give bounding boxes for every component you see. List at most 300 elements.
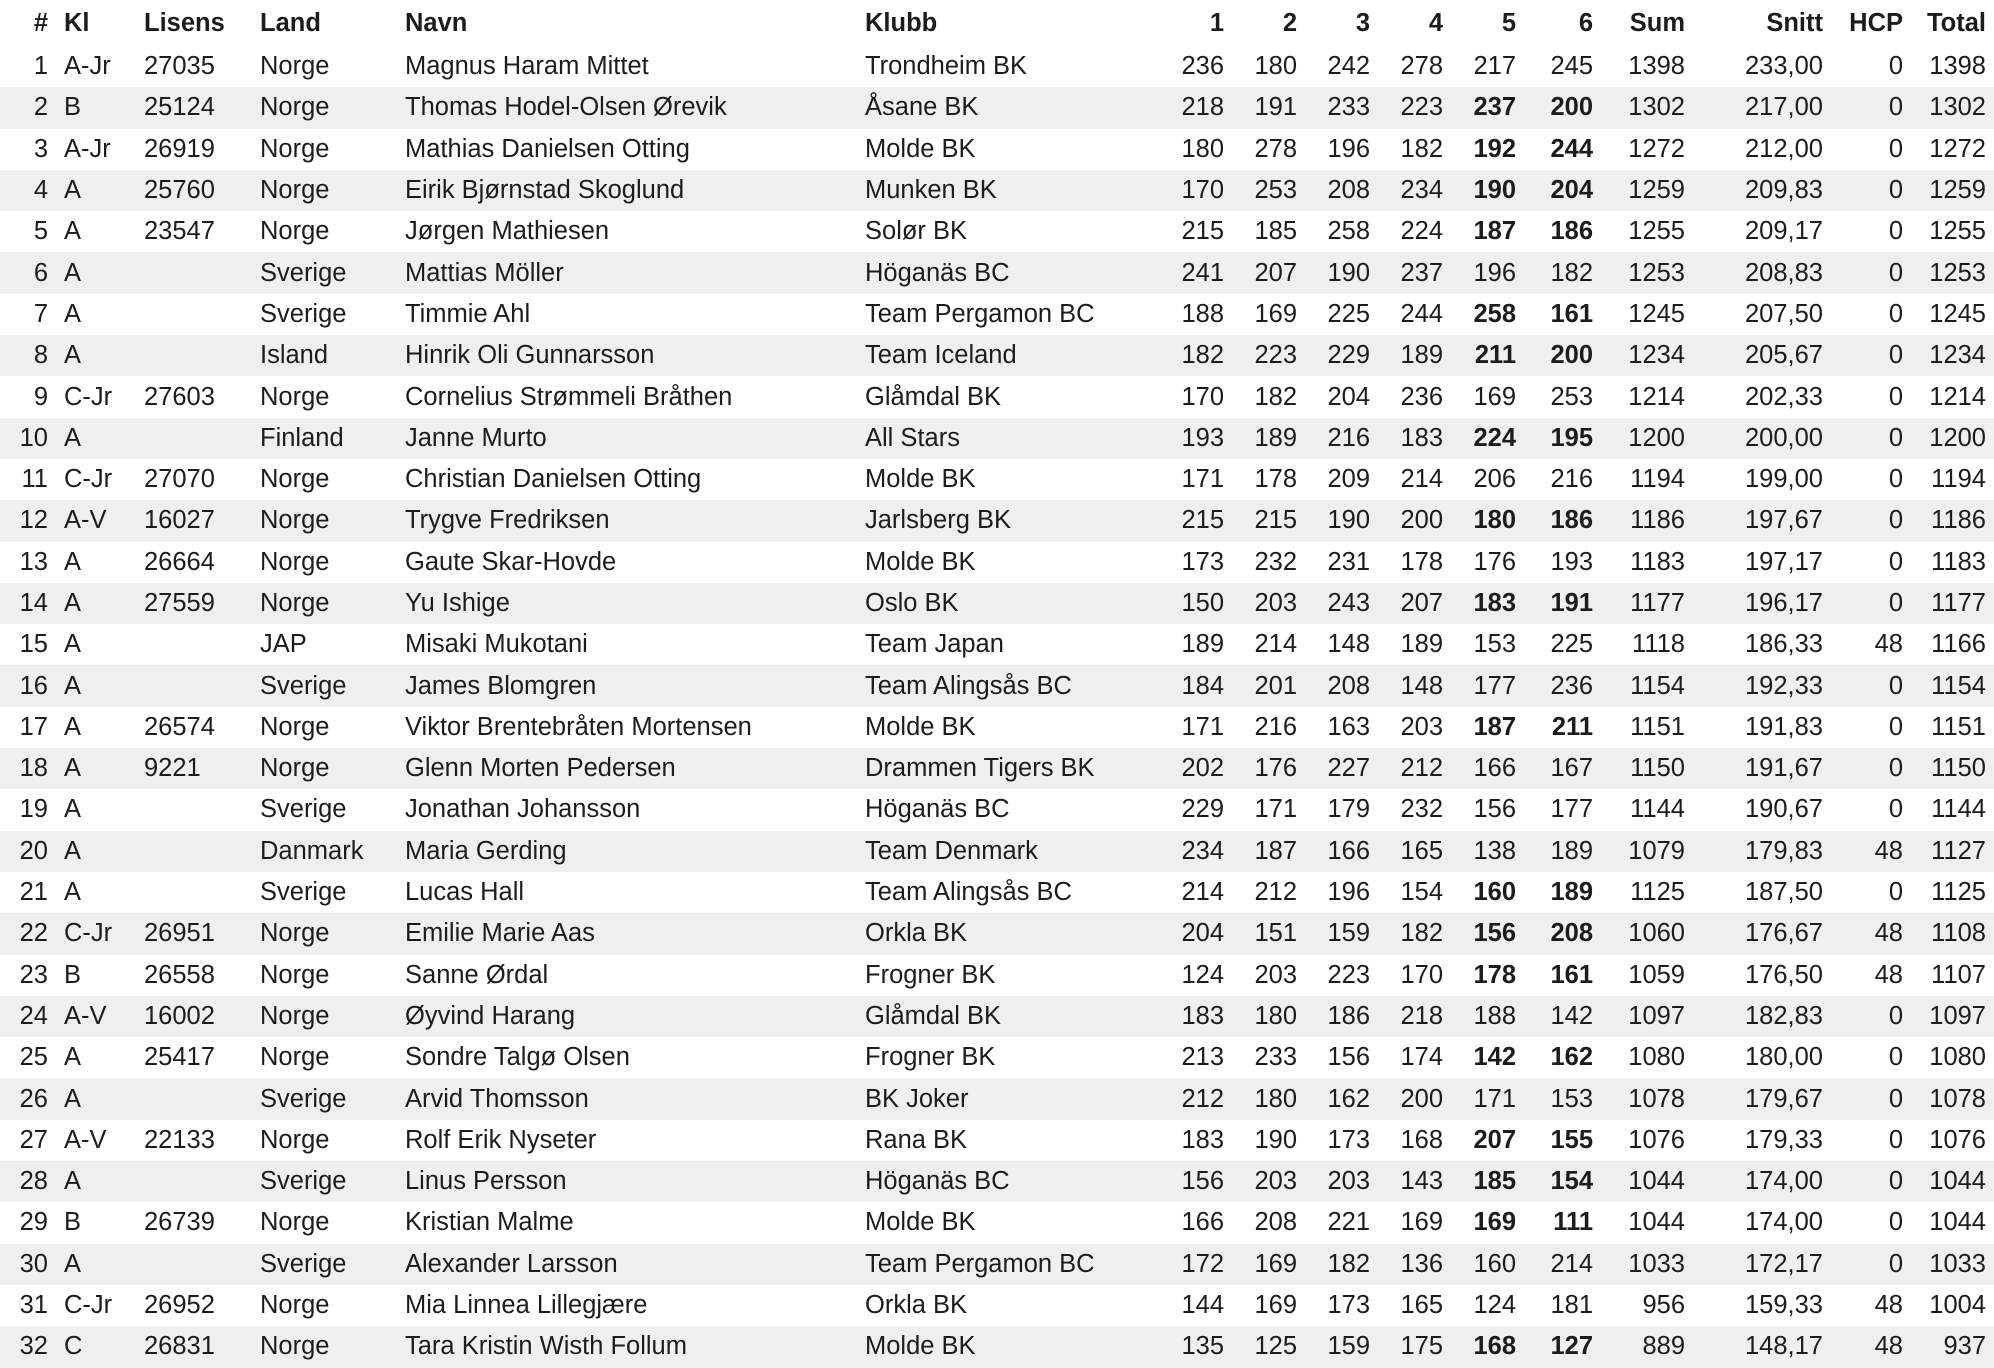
cell-game-2: 169 [1232, 1244, 1305, 1285]
cell-country: JAP [260, 630, 307, 659]
table-row[interactable] [0, 707, 1994, 748]
cell-average: 179,83 [1693, 831, 1831, 872]
cell-rank: 9 [33, 382, 48, 411]
cell-name: Cornelius Strømmeli Bråthen [405, 382, 733, 411]
cell-license: 26831 [136, 1326, 252, 1367]
cell-country: Sverige [260, 299, 347, 328]
cell-game-1: 183 [1152, 996, 1232, 1037]
cell-sum: 1255 [1628, 217, 1685, 246]
cell-club: Team Alingsås BC [857, 665, 1152, 706]
cell-license [136, 335, 252, 376]
cell-average: 179,67 [1693, 1078, 1831, 1119]
cell-game-4: 182 [1378, 913, 1451, 954]
table-row[interactable] [0, 996, 1994, 1037]
cell-license: 26558 [144, 960, 215, 989]
cell-game-1: 229 [1181, 795, 1224, 824]
cell-handicap: 48 [1874, 1291, 1903, 1320]
cell-game-2: 169 [1254, 299, 1297, 328]
cell-game-6: 208 [1524, 913, 1601, 954]
cell-game-1: 180 [1181, 134, 1224, 163]
cell-club: Frogner BK [865, 1043, 996, 1072]
cell-license: 26664 [144, 547, 215, 576]
cell-sum: 1033 [1601, 1244, 1693, 1285]
header-game-3[interactable]: 3 [1355, 8, 1370, 37]
header-rank[interactable]: # [33, 8, 48, 37]
cell-rank: 4 [0, 170, 56, 211]
cell-game-6: 244 [1550, 134, 1593, 163]
cell-game-2: 203 [1232, 583, 1305, 624]
table-row[interactable] [0, 500, 1994, 541]
cell-game-4: 165 [1400, 1291, 1443, 1320]
cell-game-5: 160 [1473, 878, 1516, 907]
cell-game-5: 206 [1473, 465, 1516, 494]
cell-game-6: 111 [1553, 1208, 1593, 1237]
cell-club: Team Japan [865, 630, 1004, 659]
header-country[interactable]: Land [260, 8, 321, 37]
table-row[interactable] [0, 789, 1994, 830]
cell-game-2: 180 [1232, 1078, 1305, 1119]
cell-game-4: 244 [1400, 299, 1443, 328]
cell-game-4: 136 [1378, 1244, 1451, 1285]
cell-game-3: 159 [1305, 913, 1378, 954]
cell-sum: 1118 [1632, 630, 1685, 659]
cell-average: 180,00 [1745, 1043, 1823, 1072]
cell-country: Sverige [252, 1078, 397, 1119]
table-row[interactable] [0, 665, 1994, 706]
table-row[interactable] [0, 1120, 1994, 1161]
cell-game-4: 203 [1400, 712, 1443, 741]
cell-game-3: 196 [1327, 878, 1370, 907]
cell-average: 197,17 [1745, 547, 1823, 576]
cell-game-1: 241 [1152, 252, 1232, 293]
cell-game-6: 189 [1550, 878, 1593, 907]
cell-game-2: 212 [1254, 878, 1297, 907]
cell-game-3: 182 [1305, 1244, 1378, 1285]
cell-average: 172,17 [1693, 1244, 1831, 1285]
cell-class: A [56, 748, 136, 789]
cell-sum: 1302 [1601, 87, 1693, 128]
header-game-5[interactable]: 5 [1501, 8, 1516, 37]
cell-game-1: 212 [1152, 1078, 1232, 1119]
cell-game-1: 166 [1181, 1208, 1224, 1237]
cell-license [136, 831, 252, 872]
cell-country: Norge [260, 712, 330, 741]
cell-class: A [56, 831, 136, 872]
table-row[interactable] [0, 1202, 1994, 1243]
cell-sum: 1272 [1628, 134, 1685, 163]
cell-game-5: 178 [1473, 960, 1516, 989]
cell-game-1: 170 [1181, 382, 1224, 411]
cell-license: 9221 [136, 748, 252, 789]
cell-average: 176,67 [1693, 913, 1831, 954]
cell-game-5: 207 [1473, 1125, 1516, 1154]
cell-game-3: 190 [1305, 252, 1378, 293]
cell-country: Danmark [252, 831, 397, 872]
cell-name: Mia Linnea Lillegjære [405, 1291, 648, 1320]
cell-club: Team Denmark [857, 831, 1152, 872]
table-row[interactable] [0, 87, 1994, 128]
cell-game-2: 189 [1232, 418, 1305, 459]
cell-club: Höganäs BC [865, 795, 1010, 824]
cell-club: Molde BK [865, 1208, 976, 1237]
cell-club: BK Joker [857, 1078, 1152, 1119]
cell-game-6: 186 [1550, 217, 1593, 246]
cell-game-2: 223 [1232, 335, 1305, 376]
table-row[interactable] [0, 1326, 1994, 1367]
cell-country: Sverige [260, 795, 347, 824]
cell-handicap: 0 [1888, 547, 1903, 576]
cell-handicap: 0 [1888, 1208, 1903, 1237]
cell-game-4: 148 [1378, 665, 1451, 706]
cell-rank: 28 [0, 1161, 56, 1202]
cell-license [136, 252, 252, 293]
table-row[interactable] [0, 335, 1994, 376]
cell-license: 27035 [144, 52, 215, 81]
cell-total: 1245 [1929, 299, 1986, 328]
cell-average: 200,00 [1693, 418, 1831, 459]
cell-total: 1255 [1929, 217, 1986, 246]
cell-total: 1214 [1929, 382, 1986, 411]
cell-game-5: 258 [1473, 299, 1516, 328]
cell-country: Norge [260, 547, 330, 576]
cell-game-1: 213 [1181, 1043, 1224, 1072]
cell-rank: 1 [33, 52, 48, 81]
table-body [0, 46, 1994, 1368]
cell-sum: 1186 [1601, 500, 1693, 541]
cell-game-1: 234 [1152, 831, 1232, 872]
cell-game-1: 193 [1152, 418, 1232, 459]
cell-game-3: 204 [1327, 382, 1370, 411]
cell-license: 25124 [136, 87, 252, 128]
cell-class: B [64, 960, 82, 989]
cell-game-4: 212 [1378, 748, 1451, 789]
table-row[interactable] [0, 913, 1994, 954]
cell-game-5: 156 [1451, 913, 1524, 954]
cell-game-4: 278 [1400, 52, 1443, 81]
cell-game-2: 178 [1254, 465, 1297, 494]
cell-average: 208,83 [1693, 252, 1831, 293]
cell-sum: 1234 [1601, 335, 1693, 376]
cell-class: A [64, 630, 82, 659]
cell-license [136, 1161, 252, 1202]
cell-game-6: 253 [1550, 382, 1593, 411]
cell-total: 1044 [1911, 1161, 1994, 1202]
cell-game-3: 173 [1327, 1125, 1370, 1154]
cell-sum: 1044 [1628, 1208, 1685, 1237]
cell-average: 212,00 [1745, 134, 1823, 163]
cell-rank: 3 [33, 134, 48, 163]
cell-game-5: 124 [1473, 1291, 1516, 1320]
cell-class: A [64, 1043, 82, 1072]
cell-total: 1234 [1911, 335, 1994, 376]
cell-name: Tara Kristin Wisth Follum [397, 1326, 857, 1367]
cell-total: 1076 [1929, 1125, 1986, 1154]
cell-game-1: 184 [1152, 665, 1232, 706]
cell-name: Janne Murto [397, 418, 857, 459]
cell-sum: 1144 [1630, 795, 1685, 824]
cell-game-4: 182 [1400, 134, 1443, 163]
cell-game-3: 186 [1305, 996, 1378, 1037]
cell-game-4: 189 [1400, 630, 1443, 659]
cell-name: Yu Ishige [397, 583, 857, 624]
cell-class: B [64, 1208, 82, 1237]
table-row[interactable] [0, 46, 1994, 87]
table-row[interactable] [0, 294, 1994, 335]
table-row[interactable] [0, 1037, 1994, 1078]
cell-game-1: 183 [1181, 1125, 1224, 1154]
cell-game-3: 196 [1327, 134, 1370, 163]
cell-game-5: 142 [1473, 1043, 1516, 1072]
header-class[interactable]: Kl [64, 8, 90, 37]
cell-total: 1080 [1929, 1043, 1986, 1072]
cell-game-1: 124 [1181, 960, 1224, 989]
cell-game-5: 188 [1451, 996, 1524, 1037]
header-license[interactable]: Lisens [144, 8, 225, 37]
cell-club: Team Iceland [857, 335, 1152, 376]
cell-country: Sverige [260, 878, 347, 907]
cell-club: Glåmdal BK [865, 382, 1002, 411]
cell-game-6: 186 [1524, 500, 1601, 541]
cell-game-5: 217 [1473, 52, 1516, 81]
cell-game-5: 177 [1451, 665, 1524, 706]
table-row[interactable] [0, 459, 1994, 500]
cell-game-3: 227 [1305, 748, 1378, 789]
cell-sum: 1398 [1628, 52, 1685, 81]
cell-average: 174,00 [1745, 1208, 1823, 1237]
cell-game-6: 195 [1524, 418, 1601, 459]
header-game-2[interactable]: 2 [1282, 8, 1297, 37]
cell-handicap: 0 [1888, 134, 1903, 163]
cell-average: 209,17 [1745, 217, 1823, 246]
cell-club: Trondheim BK [865, 52, 1028, 81]
cell-country: Norge [252, 87, 397, 128]
cell-total: 1097 [1911, 996, 1994, 1037]
cell-game-6: 216 [1550, 465, 1593, 494]
cell-game-6: 155 [1550, 1125, 1593, 1154]
cell-country: Norge [252, 170, 397, 211]
cell-name: Misaki Mukotani [405, 630, 588, 659]
cell-rank: 23 [19, 960, 48, 989]
cell-handicap: 48 [1831, 913, 1911, 954]
cell-rank: 25 [19, 1043, 48, 1072]
cell-game-2: 151 [1232, 913, 1305, 954]
cell-country: Norge [252, 583, 397, 624]
cell-total: 1154 [1911, 665, 1994, 706]
cell-game-1: 215 [1181, 217, 1224, 246]
cell-total: 1259 [1911, 170, 1994, 211]
cell-game-4: 232 [1400, 795, 1443, 824]
cell-game-6: 161 [1550, 299, 1593, 328]
header-game-6[interactable]: 6 [1578, 8, 1593, 37]
cell-country: Finland [252, 418, 397, 459]
cell-sum: 1044 [1601, 1161, 1693, 1202]
cell-rank: 16 [0, 665, 56, 706]
cell-game-6: 189 [1524, 831, 1601, 872]
cell-handicap: 0 [1831, 665, 1911, 706]
cell-game-2: 208 [1254, 1208, 1297, 1237]
cell-sum: 1150 [1601, 748, 1693, 789]
cell-rank: 17 [19, 712, 48, 741]
header-name[interactable]: Navn [405, 8, 468, 37]
cell-average: 186,33 [1745, 630, 1823, 659]
cell-game-2: 185 [1254, 217, 1297, 246]
cell-game-2: 233 [1254, 1043, 1297, 1072]
table-row[interactable] [0, 1244, 1994, 1285]
cell-sum: 1245 [1628, 299, 1685, 328]
cell-game-6: 181 [1550, 1291, 1593, 1320]
cell-handicap: 0 [1888, 382, 1903, 411]
cell-game-5: 153 [1473, 630, 1516, 659]
cell-average: 196,17 [1693, 583, 1831, 624]
cell-game-4: 234 [1378, 170, 1451, 211]
cell-game-2: 171 [1254, 795, 1297, 824]
table-row[interactable] [0, 624, 1994, 665]
table-row[interactable] [0, 129, 1994, 170]
cell-class: A [56, 418, 136, 459]
cell-class: B [56, 87, 136, 128]
cell-country: Norge [260, 1291, 330, 1320]
table-row[interactable] [0, 955, 1994, 996]
cell-game-3: 208 [1305, 170, 1378, 211]
table-row[interactable] [0, 1285, 1994, 1326]
header-game-4[interactable]: 4 [1428, 8, 1443, 37]
cell-game-4: 189 [1378, 335, 1451, 376]
table-row[interactable] [0, 252, 1994, 293]
cell-license: 27070 [144, 465, 215, 494]
cell-club: Glåmdal BK [857, 996, 1152, 1037]
cell-country: Sverige [252, 1244, 397, 1285]
cell-rank: 27 [19, 1125, 48, 1154]
cell-game-1: 170 [1152, 170, 1232, 211]
cell-game-3: 221 [1327, 1208, 1370, 1237]
header-game-1[interactable]: 1 [1209, 8, 1224, 37]
cell-country: Norge [252, 996, 397, 1037]
table-row[interactable] [0, 583, 1994, 624]
cell-club: All Stars [857, 418, 1152, 459]
cell-game-6: 177 [1550, 795, 1593, 824]
cell-game-5: 176 [1473, 547, 1516, 576]
cell-license: 26919 [144, 134, 215, 163]
header-average[interactable]: Snitt [1766, 8, 1823, 37]
cell-game-3: 243 [1305, 583, 1378, 624]
cell-sum: 1253 [1601, 252, 1693, 293]
cell-game-6: 200 [1524, 335, 1601, 376]
cell-handicap: 0 [1888, 795, 1903, 824]
table-row[interactable] [0, 418, 1994, 459]
cell-rank: 14 [0, 583, 56, 624]
cell-country: Norge [260, 382, 330, 411]
cell-handicap: 0 [1888, 217, 1903, 246]
cell-handicap: 0 [1888, 1125, 1903, 1154]
cell-game-6: 225 [1550, 630, 1593, 659]
cell-total: 1033 [1911, 1244, 1994, 1285]
cell-game-1: 189 [1181, 630, 1224, 659]
cell-total: 1150 [1911, 748, 1994, 789]
cell-club: Molde BK [865, 712, 976, 741]
cell-game-6: 214 [1524, 1244, 1601, 1285]
cell-rank: 21 [19, 878, 48, 907]
cell-game-5: 169 [1473, 1208, 1516, 1237]
cell-country: Norge [260, 960, 330, 989]
cell-game-4: 154 [1400, 878, 1443, 907]
cell-game-2: 232 [1254, 547, 1297, 576]
cell-country: Norge [260, 52, 330, 81]
cell-total: 1177 [1911, 583, 1994, 624]
cell-sum: 1151 [1630, 712, 1685, 741]
header-sum[interactable]: Sum [1629, 8, 1685, 37]
cell-game-5: 187 [1473, 712, 1516, 741]
table-row[interactable] [0, 376, 1994, 417]
cell-game-5: 156 [1473, 795, 1516, 824]
cell-game-1: 218 [1152, 87, 1232, 128]
cell-game-6: 211 [1551, 712, 1593, 741]
cell-license [136, 665, 252, 706]
table-row[interactable] [0, 831, 1994, 872]
cell-class: A [64, 299, 82, 328]
cell-name: James Blomgren [397, 665, 857, 706]
table-row[interactable] [0, 1161, 1994, 1202]
cell-total: 937 [1911, 1326, 1994, 1367]
cell-game-3: 166 [1305, 831, 1378, 872]
cell-sum: 1154 [1601, 665, 1693, 706]
table-row[interactable] [0, 170, 1994, 211]
cell-total: 1272 [1929, 134, 1986, 163]
cell-rank: 26 [0, 1078, 56, 1119]
cell-handicap: 0 [1831, 252, 1911, 293]
cell-average: 179,33 [1745, 1125, 1823, 1154]
cell-handicap: 0 [1831, 748, 1911, 789]
cell-class: A-V [56, 996, 136, 1037]
table-row[interactable] [0, 872, 1994, 913]
cell-handicap: 0 [1888, 878, 1903, 907]
cell-class: A [56, 1161, 136, 1202]
cell-game-3: 229 [1305, 335, 1378, 376]
cell-handicap: 0 [1831, 335, 1911, 376]
header-handicap[interactable]: HCP [1849, 8, 1903, 37]
cell-game-1: 204 [1152, 913, 1232, 954]
cell-handicap: 48 [1874, 960, 1903, 989]
cell-game-6: 167 [1524, 748, 1601, 789]
cell-game-5: 183 [1451, 583, 1524, 624]
cell-class: C-Jr [64, 1291, 113, 1320]
cell-game-2: 216 [1254, 712, 1297, 741]
header-total[interactable]: Total [1926, 8, 1986, 37]
cell-class: C-Jr [56, 913, 136, 954]
cell-game-6: 154 [1524, 1161, 1601, 1202]
cell-total: 1183 [1931, 547, 1986, 576]
cell-average: 191,83 [1745, 712, 1823, 741]
cell-total: 1044 [1929, 1208, 1986, 1237]
header-club[interactable]: Klubb [865, 8, 938, 37]
cell-handicap: 0 [1831, 996, 1911, 1037]
cell-average: 217,00 [1693, 87, 1831, 128]
cell-club: Team Pergamon BC [857, 1244, 1152, 1285]
cell-sum: 1183 [1630, 547, 1685, 576]
table-row[interactable] [0, 211, 1994, 252]
cell-class: C-Jr [64, 465, 113, 494]
cell-club: Molde BK [857, 1326, 1152, 1367]
cell-country: Norge [260, 1125, 330, 1154]
table-row[interactable] [0, 542, 1994, 583]
cell-handicap: 48 [1831, 831, 1911, 872]
cell-game-5: 192 [1473, 134, 1516, 163]
table-row[interactable] [0, 748, 1994, 789]
cell-game-6: 191 [1524, 583, 1601, 624]
cell-total: 1166 [1931, 630, 1986, 659]
table-row[interactable] [0, 1078, 1994, 1119]
cell-name: Eirik Bjørnstad Skoglund [397, 170, 857, 211]
cell-game-3: 216 [1305, 418, 1378, 459]
